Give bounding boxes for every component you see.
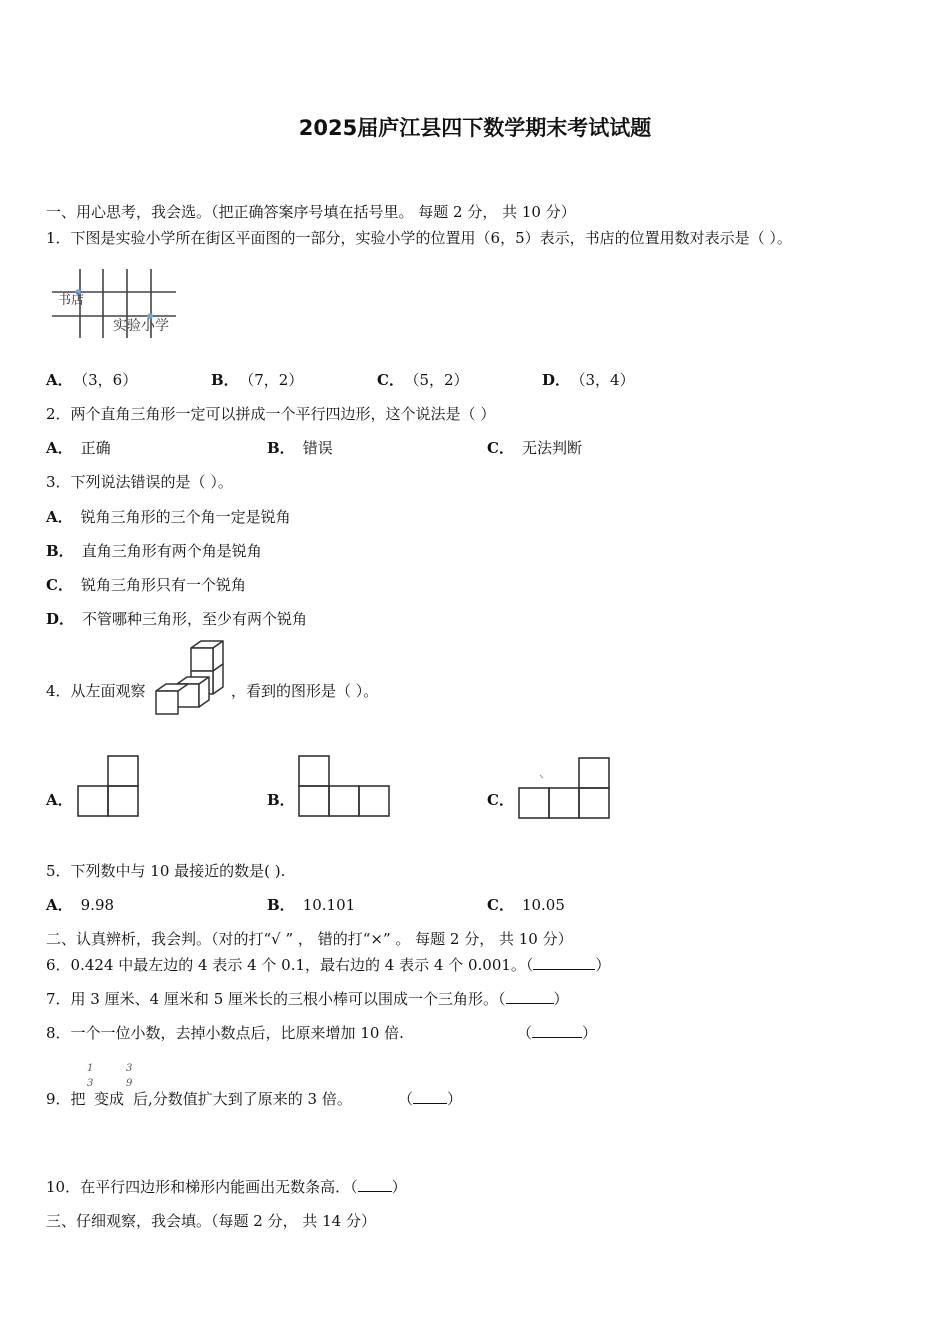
option-letter: C． <box>487 439 514 457</box>
question-9-part3: 后,分数值扩大到了原来的 3 倍。 <box>133 1090 352 1108</box>
q2-option-b[interactable] <box>267 438 333 458</box>
question-1-text: 1．下图是实验小学所在街区平面图的一部分，实验小学的位置用（6，5）表示，书店的位置用数对表示是（ ）。 <box>46 229 792 247</box>
question-7 <box>46 989 569 1009</box>
question-6 <box>46 955 610 975</box>
question-8-answer <box>517 1023 597 1043</box>
q4-option-a-figure[interactable] <box>77 755 141 819</box>
option-text: 无法判断 <box>521 439 582 457</box>
q1-option-a[interactable] <box>46 370 137 390</box>
option-letter: A． <box>46 508 73 526</box>
answer-blank[interactable] <box>506 989 554 1004</box>
question-8-open: （ <box>517 1024 533 1042</box>
option-text: （5，2） <box>411 371 469 389</box>
question-9-answer <box>398 1089 462 1109</box>
q5-option-c[interactable] <box>487 895 565 915</box>
question-6-close: ） <box>595 956 611 974</box>
q1-option-d[interactable] <box>542 370 635 390</box>
option-letter: C． <box>46 576 73 594</box>
option-letter: D． <box>542 371 571 389</box>
fraction-1-denominator: 3 <box>87 1078 94 1089</box>
option-letter: A． <box>46 439 73 457</box>
option-letter: C． <box>487 791 514 809</box>
option-text: 9.98 <box>80 896 115 914</box>
question-10 <box>46 1177 407 1197</box>
fraction-2-numerator: 3 <box>126 1063 133 1074</box>
q1-option-c[interactable] <box>377 370 469 390</box>
option-text: 不管哪种三角形，至少有两个锐角 <box>82 610 308 628</box>
option-letter: A． <box>46 371 73 389</box>
page-title: 2025届庐江县四下数学期末考试试题 <box>298 116 652 140</box>
option-letter: B． <box>46 542 74 560</box>
map-label-bookstore: 书店 <box>58 293 85 308</box>
option-letter: C． <box>487 896 514 914</box>
section-3-heading: 三、仔细观察，我会填。（每题 2 分， 共 14 分） <box>46 1212 376 1230</box>
map-label-school: 实验小学 <box>113 318 169 334</box>
q2-option-c[interactable] <box>487 438 582 458</box>
question-4-text-before: 4．从左面观察 <box>46 682 146 700</box>
option-text: 10.101 <box>302 896 356 914</box>
option-letter: D． <box>46 610 75 628</box>
q3-option-c[interactable] <box>46 575 246 595</box>
q4-option-a[interactable] <box>46 790 81 810</box>
question-8-close: ） <box>582 1024 598 1042</box>
question-8-text: 8．一个一位小数，去掉小数点后，比原来增加 10 倍. <box>46 1024 404 1042</box>
section-1-heading: 一、用心思考，我会选。（把正确答案序号填在括号里。 每题 2 分， 共 10 分） <box>46 203 576 221</box>
q4-option-c-figure[interactable] <box>518 757 612 821</box>
question-5-text: 5．下列数中与 10 最接近的数是( ). <box>46 862 286 880</box>
option-letter: A． <box>46 896 73 914</box>
option-text: 正确 <box>80 439 111 457</box>
answer-blank[interactable] <box>413 1089 447 1104</box>
question-6-text: 6．0.424 中最左边的 4 表示 4 个 0.1，最右边的 4 表示 4 个 0.001。（ <box>46 956 534 974</box>
q1-option-b[interactable] <box>211 370 303 390</box>
option-text: 锐角三角形的三个角一定是锐角 <box>80 508 291 526</box>
question-9-part2: 变成 <box>94 1090 125 1108</box>
q4-option-b-figure[interactable] <box>298 755 392 819</box>
section-2-heading: 二、认真辨析，我会判。（对的打“√ ” ， 错的打“×” 。 每题 2 分， 共 10 分） <box>46 930 573 948</box>
cube-stack-figure <box>155 640 231 716</box>
question-9-part1: 9．把 <box>46 1090 86 1108</box>
answer-blank[interactable] <box>358 1177 392 1192</box>
option-letter: B． <box>267 439 295 457</box>
option-letter: B． <box>211 371 239 389</box>
option-text: 直角三角形有两个角是锐角 <box>81 542 262 560</box>
option-letter: B． <box>267 791 295 809</box>
option-text: （3，4） <box>578 371 635 389</box>
q3-option-a[interactable] <box>46 507 291 527</box>
answer-blank[interactable] <box>533 955 595 970</box>
option-text: （7，2） <box>246 371 304 389</box>
question-2-text: 2．两个直角三角形一定可以拼成一个平行四边形，这个说法是（ ） <box>46 405 496 423</box>
option-letter: B． <box>267 896 295 914</box>
question-3-text: 3．下列说法错误的是（ ）。 <box>46 473 233 491</box>
option-letter: C． <box>377 371 404 389</box>
fraction-1-numerator: 1 <box>87 1063 94 1074</box>
question-10-close: ） <box>391 1178 407 1196</box>
question-4-text-after: ，看到的图形是（ ）。 <box>231 682 379 700</box>
q3-option-d[interactable] <box>46 609 307 629</box>
q3-option-b[interactable] <box>46 541 262 561</box>
fraction-2-denominator: 9 <box>126 1078 133 1089</box>
question-10-text: 10．在平行四边形和梯形内能画出无数条高．（ <box>46 1178 358 1196</box>
q5-option-b[interactable] <box>267 895 355 915</box>
option-text: 锐角三角形只有一个锐角 <box>80 576 246 594</box>
option-text: 错误 <box>302 439 333 457</box>
option-letter: A． <box>46 791 73 809</box>
question-7-close: ） <box>553 990 569 1008</box>
option-text: 10.05 <box>521 896 565 914</box>
q4-option-c[interactable] <box>487 790 522 810</box>
question-7-text: 7．用 3 厘米、4 厘米和 5 厘米长的三根小棒可以围成一个三角形。（ <box>46 990 506 1008</box>
question-9-open: （ <box>398 1090 414 1108</box>
answer-blank[interactable] <box>532 1023 582 1038</box>
option-text: （3，6） <box>80 371 138 389</box>
q2-option-a[interactable] <box>46 438 111 458</box>
question-9-close: ） <box>447 1090 463 1108</box>
q5-option-a[interactable] <box>46 895 114 915</box>
